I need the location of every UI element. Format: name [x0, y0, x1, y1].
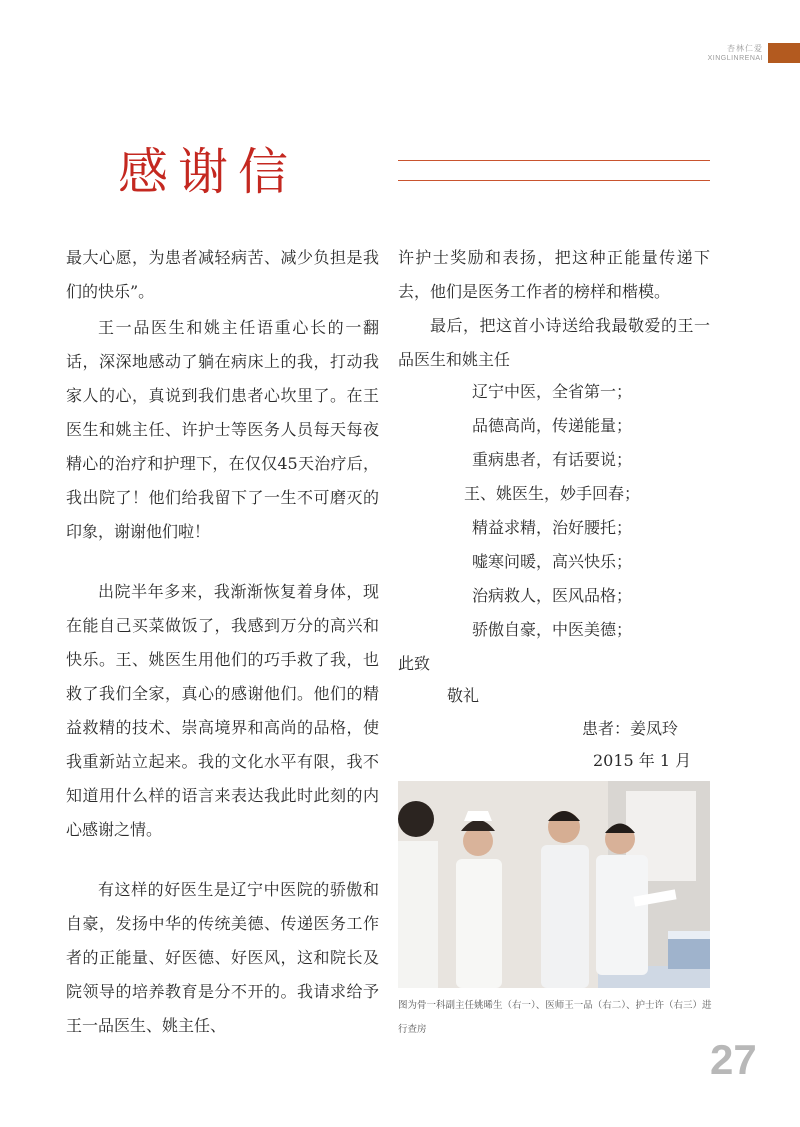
section-label-en: XINGLINRENAI [707, 55, 763, 62]
signature: 患者：姜凤玲 [582, 719, 679, 738]
poem [464, 375, 641, 647]
section-accent-bar [768, 43, 800, 63]
poem-line: 治病救人，医风品格； [472, 586, 633, 605]
closing-line: 此致 [398, 654, 431, 673]
left-paragraph-2: 王一品医生和姚主任语重心长的一翻话，深深地感动了躺在病床上的我，打动我家人的心，真说到我们患者心坎里了。在王医生和姚主任、许护士等医务人员每天每夜精心的治疗和护理下，在仅仅45天治疗后，我出院了！他们给我留下了一生不可磨灭的印象，谢谢他们啦！ [66, 318, 379, 541]
page-number: 27 [710, 1036, 757, 1083]
ward-round-photo [398, 781, 710, 988]
left-paragraph-4: 有这样的好医生是辽宁中医院的骄傲和自豪，发扬中华的传统美德、传递医务工作者的正能量、好医德、好医风，这和院长及院领导的培养教育是分不开的。我请求给予王一品医生、姚主任、 [66, 880, 379, 1035]
letter-date: 2015 年 1 月 [593, 751, 692, 770]
left-paragraph-3: 出院半年多来，我渐渐恢复着身体，现在能自己买菜做饭了，我感到万分的高兴和快乐。王、姚医生用他们的巧手救了我，也救了我们全家，真心的感谢他们。他们的精益救精的技术、崇高境界和高尚的品格，使我重新站立起来。我的文化水平有限，我不知道用什么样的语言来表达我此时此刻的内心感谢之情。 [66, 582, 379, 839]
poem-line: 辽宁中医，全省第一； [472, 382, 633, 401]
poem-line: 精益求精，治好腰托； [472, 518, 633, 537]
section-label-zh: 杏林仁爱 [727, 44, 763, 53]
poem-line: 重病患者，有话要说； [472, 450, 633, 469]
poem-line: 品德高尚，传递能量； [472, 416, 633, 435]
poem-line: 王、姚医生，妙手回春； [464, 484, 641, 503]
poem-line: 嘘寒问暖，高兴快乐； [472, 552, 633, 571]
right-paragraph-2: 最后，把这首小诗送给我最敬爱的王一品医生和姚主任 [398, 316, 710, 369]
title-rule-bottom [398, 180, 710, 181]
left-paragraph-1: 最大心愿，为患者减轻病苦、减少负担是我们的快乐”。 [66, 248, 379, 301]
title-rule-top [398, 160, 710, 161]
right-paragraph-1: 许护士奖励和表扬，把这种正能量传递下去，他们是医务工作者的榜样和楷模。 [398, 248, 710, 301]
section-tag [683, 44, 763, 64]
page-title: 感谢信 [118, 143, 298, 201]
photo-caption: 图为骨一科副主任姚晞生（右一）、医师王一品（右二）、护士许（右三）进行查房 [398, 1000, 712, 1035]
salute-line: 敬礼 [447, 686, 480, 705]
poem-line: 骄傲自豪，中医美德； [472, 620, 633, 639]
